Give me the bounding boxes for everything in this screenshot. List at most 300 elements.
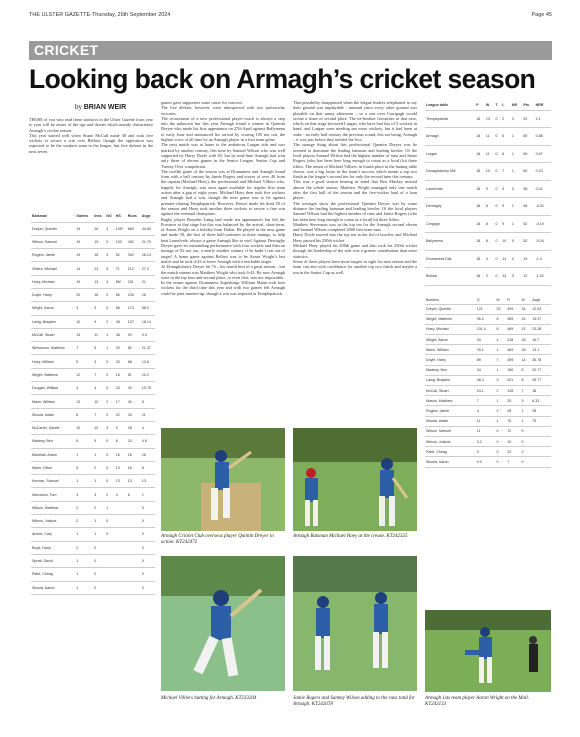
table-cell: 0 <box>495 110 502 128</box>
table-cell: 0 <box>521 457 532 467</box>
table-cell: 392 <box>127 249 141 262</box>
batting-row <box>31 368 155 381</box>
row-label: Wright, Aaron <box>31 302 75 315</box>
table-cell: 13 <box>501 268 511 286</box>
table-cell: 0 <box>105 528 114 541</box>
table-cell: 2 <box>75 515 93 528</box>
table-cell: 2 <box>93 461 105 474</box>
row-label: Wilson, Samuel <box>31 235 75 248</box>
table-cell: 44.60 <box>141 222 155 235</box>
article-paragraph: The averages show the professional Quentin Dreyer was by some distance the leading batsman and leading bowler. Of the local players Samuel Wilson had the highest number of runs and Jamie Rogers (who has been here long enough to count as a local) hit three fifties. <box>293 200 417 222</box>
table-cell: 4 <box>105 275 114 288</box>
photo-villiers-image <box>161 556 285 691</box>
article-paragraph: Matthew Stevenson was in the top ten for the Armagh second eleven and Samuel Wilson completed 2000 first team runs. <box>293 221 417 233</box>
table-cell: 71 <box>115 262 127 275</box>
table-cell: 369 <box>506 314 520 324</box>
table-cell: 7 <box>521 386 532 396</box>
table-cell: 11 <box>485 145 495 163</box>
article-paragraph: This was a good season bearing in mind that Ben Mackey missed almost the whole season, Matthew Wright managed only one match after the first half of the season and the five-wicket haul of a loan player. <box>293 179 417 201</box>
table-cell: 65 <box>115 288 127 301</box>
table-cell: 10 <box>485 163 495 181</box>
table-cell: 1 <box>495 345 506 355</box>
table-cell <box>127 581 141 594</box>
table-cell: 1 <box>105 328 114 341</box>
table-cell: 28 <box>521 345 532 355</box>
article-paragraph: The strange thing about this professional Quentin Dreyer was he seemed to dominate the leading batsman and leading bowler. Of the local players Samuel Wilson had the highest number of runs and Jamie Rogers (who has been here long enough to count as a local) hit three fifties. The return of Michael Villiers, in fourth place in the batting table shown, was a big factor in the team’s success which meant a top two finish in the league’s second tier for only the second time this century. <box>293 142 417 180</box>
table-cell: 93 <box>127 328 141 341</box>
photo-aaron-wright <box>425 610 551 692</box>
table-cell: 6 <box>501 145 511 163</box>
table-cell: 18 <box>475 180 485 198</box>
table-cell: 16 <box>127 461 141 474</box>
table-cell: 4 <box>115 488 127 501</box>
table-cell: 0 <box>105 475 114 488</box>
row-label: Villiers, Michael <box>31 262 75 275</box>
bowling-row <box>425 335 551 345</box>
table-cell: 0 <box>495 268 502 286</box>
table-cell: 2 <box>105 315 114 328</box>
row-label: Ballymena <box>425 233 475 251</box>
table-cell: 69 <box>522 145 534 163</box>
table-cell: 33 <box>495 304 506 314</box>
col-header: Batsman <box>31 210 75 222</box>
table-cell: 11 <box>476 426 496 436</box>
col-header: NO <box>105 210 114 222</box>
table-cell: -0.19 <box>535 215 551 233</box>
table-cell: 10 <box>75 315 93 328</box>
table-cell: -0.32 <box>535 198 551 216</box>
caption-dreyer: Armagh Cricket Club overseas player Quintin Dreyer in action. KT242472 <box>161 534 274 545</box>
table-cell: 0 <box>495 406 506 416</box>
table-cell: 15 <box>75 328 93 341</box>
table-cell <box>115 581 127 594</box>
row-label: McCall, Stuart <box>425 386 476 396</box>
table-cell: 121 <box>476 304 496 314</box>
row-label: Cregagh <box>425 215 475 233</box>
table-cell: 18 <box>475 268 485 286</box>
table-cell: 8 <box>495 314 506 324</box>
article-paragraph: The recruitment of a new professional player-coach is always a step into the unknown but this year Armagh found a winner in Quentin Dreyer who made his first appearance on 27th April against Ballymena to early June and announced his arrival by scoring 105 not out, the highest score of all time by an Armagh player in a first team game. <box>161 115 285 143</box>
table-cell: 12 <box>75 368 93 381</box>
row-label: Belfast <box>425 268 475 286</box>
row-label: Laing, Brayden <box>425 375 476 385</box>
table-cell: 0 <box>141 581 155 594</box>
article-col-3 <box>293 100 417 420</box>
col-header: League table <box>425 101 475 110</box>
table-cell: 9.3 <box>141 328 155 341</box>
batting-row <box>31 315 155 328</box>
row-label: Wright, Matthew <box>425 314 476 324</box>
table-cell: 12 <box>522 268 534 286</box>
col-header: O <box>476 296 496 304</box>
table-cell: 231 <box>127 275 141 288</box>
batting-row <box>31 222 155 235</box>
table-cell: 13 <box>127 475 141 488</box>
table-cell: -0.24 <box>535 233 551 251</box>
row-label: Lurgan <box>425 145 475 163</box>
byline-author: BRIAN WEIR <box>83 104 127 111</box>
table-cell: 5 <box>75 461 93 474</box>
table-cell: 68 <box>127 355 141 368</box>
table-cell: 48.3 <box>476 375 496 385</box>
table-cell: 19 <box>506 436 520 446</box>
batting-row <box>31 581 155 594</box>
row-label: Mann, William <box>425 345 476 355</box>
table-cell: 18 <box>475 233 485 251</box>
table-cell: 0 <box>495 426 506 436</box>
table-cell: 18.14 <box>141 315 155 328</box>
table-cell: 10.2 <box>141 368 155 381</box>
article-paragraph: The next match was at home to the ambitious Lurgan side and was marked by another century, this time by Samuel Wilson who was well supported by Harry Doyle with 65, but by mid-June Armagh had won only three of eleven games in the Senior League, Senior Cup and Twenty Over competition. <box>161 142 285 169</box>
table-cell: 1 <box>93 448 105 461</box>
table-cell: 13.1 <box>531 345 551 355</box>
table-cell: 0 <box>141 568 155 581</box>
table-cell: 7 <box>476 396 496 406</box>
col-header: T <box>495 101 502 110</box>
section-title: CRICKET <box>34 42 99 58</box>
table-cell: 0 <box>93 581 105 594</box>
col-header: NRR <box>535 101 551 110</box>
row-label: Nicholson, Tom <box>31 488 75 501</box>
row-label: Hoey, William <box>31 355 75 368</box>
table-cell: 13 <box>115 475 127 488</box>
table-cell: 25 <box>506 396 520 406</box>
article-paragraph: At Donaghcloney Dreyer hit 76 – his fourth best of a great season – but the match winner was Matthew Wright who took 6-43. By now Armagh were in the top four and second place, or even first, was not impossible. <box>161 264 285 280</box>
table-cell: 18 <box>475 110 485 128</box>
table-cell: 0 <box>495 457 506 467</box>
league-table <box>425 101 551 286</box>
table-cell: 0 <box>105 382 114 395</box>
table-cell: 18 <box>475 198 485 216</box>
batting-row <box>31 435 155 448</box>
row-label: Doyle, Harry <box>425 355 476 365</box>
table-cell: 0 <box>511 250 523 268</box>
batting-row <box>31 501 155 514</box>
table-cell: 1 <box>75 568 93 581</box>
photo-dreyer-image <box>161 428 285 531</box>
table-cell: 7 <box>501 163 511 181</box>
col-header: NR <box>511 101 523 110</box>
table-cell: 3.2 <box>476 436 496 446</box>
row-label: Marshall, Adam <box>31 448 75 461</box>
table-cell: 28 <box>531 406 551 416</box>
row-label: Wilson, Samuel <box>425 426 476 436</box>
table-cell: 174 <box>127 302 141 315</box>
article-paragraph: THOSE of you who read these statistics in the Ulster Gazette from year to year will be aware of the ups and downs which mainly characterise Armagh’s cricket season. <box>29 117 153 133</box>
table-cell: 8 <box>485 198 495 216</box>
row-label: Wilson, Joshua <box>425 436 476 446</box>
table-cell: 2 <box>495 386 506 396</box>
table-cell: 3 <box>511 268 523 286</box>
table-cell: 1 <box>495 365 506 375</box>
photo-villiers-batting <box>161 556 285 691</box>
table-cell: 14 <box>501 250 511 268</box>
table-cell: 6 <box>127 488 141 501</box>
table-cell: 8 <box>521 365 532 375</box>
row-label: Laing, Brayden <box>31 315 75 328</box>
table-cell: 0 <box>495 163 502 181</box>
table-cell: 7 <box>495 355 506 365</box>
table-cell: 0 <box>521 436 532 446</box>
table-cell: 0 <box>495 215 502 233</box>
table-cell: 35.78 <box>531 355 551 365</box>
batting-row <box>31 554 155 567</box>
league-row <box>425 233 551 251</box>
table-cell: 0 <box>495 128 502 146</box>
table-cell: 19 <box>93 235 105 248</box>
col-header: Avge <box>531 296 551 304</box>
table-cell: 0 <box>495 436 506 446</box>
table-cell: 33 <box>127 408 141 421</box>
batting-row <box>31 302 155 315</box>
table-cell: 3 <box>495 375 506 385</box>
table-cell: 66* <box>115 275 127 288</box>
table-cell: 18 <box>93 249 105 262</box>
table-cell: 10.75 <box>141 382 155 395</box>
row-label: Wright, Aaron <box>425 335 476 345</box>
table-cell: 3 <box>75 302 93 315</box>
table-cell: 11 <box>476 416 496 426</box>
table-cell: 18 <box>475 163 485 181</box>
table-cell: 21 <box>521 324 532 334</box>
table-cell: 18 <box>475 250 485 268</box>
table-cell: 3 <box>93 302 105 315</box>
table-cell: 43 <box>476 335 496 345</box>
table-cell: 2 <box>105 368 114 381</box>
bowling-row <box>425 416 551 426</box>
masthead-publication: THE ULSTER GAZETTE-Thursday, 26th September 2024 <box>29 12 171 18</box>
row-label: Hoey, Michael <box>31 275 75 288</box>
col-header: Bowlers <box>425 296 476 304</box>
table-cell <box>105 554 114 567</box>
row-label: Wilson, Matthew <box>31 501 75 514</box>
table-cell: 7 <box>93 368 105 381</box>
table-cell: 2.1 <box>535 110 551 128</box>
caption-hoey: Armagh Batsman Michael Hoey at the crease. KT242325 <box>293 534 408 539</box>
table-cell: 0.01 <box>535 180 551 198</box>
table-cell: 1 <box>521 406 532 416</box>
batting-row <box>31 528 155 541</box>
table-cell: 92 <box>522 110 534 128</box>
table-cell: 16.7 <box>531 335 551 345</box>
table-cell: 43 <box>127 382 141 395</box>
table-cell: 26.13 <box>141 249 155 262</box>
batting-row <box>31 395 155 408</box>
row-label: Rogers, Jamie <box>425 406 476 416</box>
table-cell: 69 <box>522 128 534 146</box>
table-cell: 96.2 <box>476 314 496 324</box>
bowling-row <box>425 396 551 406</box>
table-cell: 72 <box>506 426 520 436</box>
table-cell: 1 <box>93 475 105 488</box>
table-cell: 9 <box>93 315 105 328</box>
table-cell: 27.2 <box>141 262 155 275</box>
masthead <box>29 6 552 32</box>
table-cell: 28 <box>127 421 141 434</box>
table-cell: 18 <box>115 368 127 381</box>
table-cell: 1 <box>75 475 93 488</box>
table-cell: 18 <box>531 386 551 396</box>
row-label: Madeey, Ben <box>31 435 75 448</box>
table-cell: 1 <box>495 396 506 406</box>
league-row <box>425 250 551 268</box>
table-cell: 58 <box>522 180 534 198</box>
table-cell: 15.37 <box>531 314 551 324</box>
table-cell: 0 <box>495 180 502 198</box>
table-cell: 1 <box>75 448 93 461</box>
table-cell: 3 <box>105 249 114 262</box>
bowling-row <box>425 314 551 324</box>
table-cell: 75 <box>531 416 551 426</box>
article-paragraph: That possibility disappeared when the league leaders telephoned to say their ground was unplayable - unusual since every other ground was playable on that sunny afternoon – so a win over Carrigagh would secure a share of second place. The tie-breaker favourites in that case, which on that stage favoured Lurgan, who have had lots of 5 wickets in hand, and Lurgan were needing ten more wickets, but it had been at stake - an early half century the previous round, this not being, Armagh – it was just before they needed the loss. <box>293 100 417 143</box>
table-cell: 19 <box>75 275 93 288</box>
row-label: Archer, Cary <box>31 528 75 541</box>
table-cell: 10 <box>93 395 105 408</box>
table-cell: 13 <box>75 395 93 408</box>
table-cell <box>531 436 551 446</box>
row-label: Patel, Chirag <box>31 568 75 581</box>
table-cell: 100 <box>115 235 127 248</box>
row-label: Spratt, David <box>31 554 75 567</box>
bowling-row <box>425 426 551 436</box>
table-cell: 25.77 <box>531 375 551 385</box>
table-cell: 212 <box>127 262 141 275</box>
table-cell: 16 <box>141 288 155 301</box>
col-header: W <box>485 101 495 110</box>
col-header: Inns <box>93 210 105 222</box>
table-cell: 16 <box>93 222 105 235</box>
photo-rogers-wilson <box>293 556 417 691</box>
row-label: Boyd, Harry <box>31 541 75 554</box>
table-cell: 1 <box>93 528 105 541</box>
row-label: Woods, Adam <box>31 408 75 421</box>
photo-hoey-image <box>293 428 417 531</box>
table-cell <box>531 426 551 436</box>
table-cell: 58 <box>115 302 127 315</box>
table-cell: 11 <box>141 408 155 421</box>
table-cell: 1 <box>511 198 523 216</box>
table-cell: 22 <box>115 408 127 421</box>
table-cell: 5 <box>93 342 105 355</box>
table-cell: 8 <box>521 375 532 385</box>
table-cell: 0 <box>105 302 114 315</box>
table-cell: 51 <box>127 368 141 381</box>
row-label: Drumaness Ella <box>425 250 475 268</box>
table-cell: 128 <box>506 386 520 396</box>
table-cell: 0 <box>105 461 114 474</box>
league-row <box>425 145 551 163</box>
table-cell: 5 <box>105 262 114 275</box>
table-cell: 89 <box>476 355 496 365</box>
table-cell: 11 <box>93 328 105 341</box>
row-label: Donaghcloney Mill <box>425 163 475 181</box>
bowling-row <box>425 436 551 446</box>
table-cell: 9 <box>501 215 511 233</box>
table-cell: 0 <box>105 355 114 368</box>
batting-row <box>31 355 155 368</box>
table-cell: 9 <box>501 180 511 198</box>
table-cell: 38 <box>115 328 127 341</box>
table-cell: 16 <box>127 448 141 461</box>
row-label: Derriaghy <box>425 198 475 216</box>
bowling-row <box>425 304 551 314</box>
table-header-row <box>31 210 155 222</box>
table-cell: 0 <box>141 541 155 554</box>
table-cell: 3 <box>105 222 114 235</box>
article-paragraph: Michael Hoey played his 200th game and also took his 250th wicket through his leadership of the side was a greater contribution than mere statistics. <box>293 243 417 259</box>
bowling-row <box>425 447 551 457</box>
table-cell: 24 <box>127 435 141 448</box>
row-label: Mann, Oliver <box>31 461 75 474</box>
row-label: McCarter, Gareth <box>31 421 75 434</box>
batting-row <box>31 475 155 488</box>
section-bar <box>29 41 552 60</box>
bowling-row <box>425 324 551 334</box>
table-cell: 0 <box>495 145 502 163</box>
article-paragraph: The five defeats, however, were interspersed with two spectacular victories. <box>161 105 285 116</box>
table-cell: 8 <box>115 435 127 448</box>
bowling-row <box>425 355 551 365</box>
table-cell: 0 <box>495 250 502 268</box>
row-label: Stevenson, Matthew <box>31 342 75 355</box>
table-cell: 17 <box>115 395 127 408</box>
table-cell: 1 <box>141 488 155 501</box>
batting-row <box>31 568 155 581</box>
table-cell <box>105 581 114 594</box>
table-cell: 34 <box>521 304 532 314</box>
table-header-row <box>425 101 551 110</box>
batting-row <box>31 408 155 421</box>
league-row <box>425 198 551 216</box>
article-paragraph: games gave supporters some cause for concern. <box>161 100 243 105</box>
col-header: Pts <box>522 101 534 110</box>
table-cell: 1 <box>105 501 114 514</box>
table-cell: 1 <box>105 342 114 355</box>
table-cell: 101.4 <box>476 324 496 334</box>
table-cell: 14 <box>75 262 93 275</box>
table-cell: 34 <box>476 365 496 375</box>
table-cell: 78.1 <box>476 345 496 355</box>
table-cell <box>127 568 141 581</box>
row-label: Doyle, Harry <box>31 288 75 301</box>
table-cell: 19 <box>522 250 534 268</box>
caption-rogers-wilson: Jamie Rogers and Sammy Wilson adding to the runs total for Armagh. KT242678 <box>293 696 415 707</box>
table-cell: 7 <box>506 457 520 467</box>
article-col-1 <box>29 117 153 202</box>
table-cell: 3 <box>476 447 496 457</box>
table-cell: 2 <box>501 110 511 128</box>
table-cell: 5 <box>75 355 93 368</box>
batting-row <box>31 488 155 501</box>
table-cell: 20 <box>75 288 93 301</box>
batting-row <box>31 275 155 288</box>
table-cell: 16 <box>115 448 127 461</box>
table-cell: 4 <box>75 488 93 501</box>
table-cell: 18 <box>521 335 532 345</box>
table-cell <box>127 501 141 514</box>
table-cell: 0 <box>141 554 155 567</box>
table-cell: 13 <box>115 461 127 474</box>
table-cell: 13 <box>485 110 495 128</box>
bowling-row <box>425 406 551 416</box>
table-cell: 23 <box>115 382 127 395</box>
article-paragraph: Some of these players have more targets in sight for next season and the team can aim with confidence for another top two finish and maybe a run in the Senior Cup as well. <box>293 258 417 275</box>
col-header: HS <box>115 210 127 222</box>
col-header: R <box>506 296 520 304</box>
league-row <box>425 110 551 128</box>
table-cell: 0 <box>511 233 523 251</box>
col-header: Runs <box>127 210 141 222</box>
